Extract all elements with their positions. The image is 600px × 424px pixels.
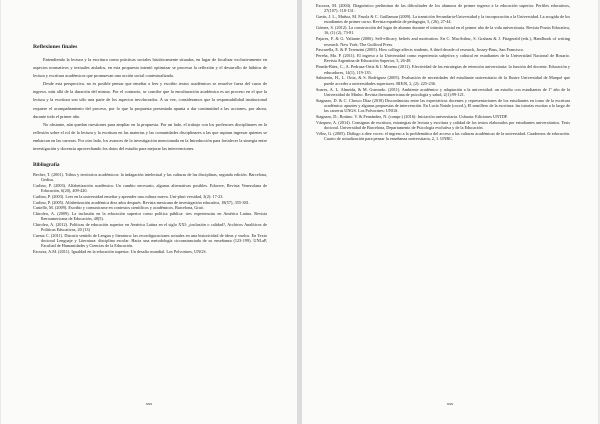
bibliography-list-continued (316, 3, 570, 141)
page-number: xxx (446, 401, 454, 406)
paragraph-3: No obstante, aún quedan cuestiones para ampliar en la propuesta. Por un lado, el trabajo con los profesores disciplinares en la reflexión sobre el rol de la lectura y la escritura en las materias y las comunidades disciplinares a las que aspiran ingresar quienes se embarcan en las carreras. Por otro lado, los avances de la investigación mencionada en la Introducción para fortalecer la sinergia entre investigación y docencia aprovechando los datos del estudio para mejorar las intervenciones. (33, 121, 267, 152)
reference-item: Carlino, P. (2003). Alfabetización académica: Un cambio necesario, algunas alternativas posibles. Educere, Revista Venezolana de Educación, 6(20), 409-420. (33, 183, 267, 194)
reference-item: Chiroleu, A. (2012). Políticas de educación superior en América Latina en el siglo XXI: ¿inclusión o calidad?, Archivos Analíticos de Políticas Educativas, 20 (13) (33, 222, 267, 233)
reference-item: Pajares, F. & G. Valiante (2006). Self-efficacy beliefs and motivation. En C. MacArthur, S. Graham & J. Fitzgerald (eds.), Handbook of writing research. New York: The Guilford Press. (316, 36, 570, 47)
reference-item: Gómez, S. (2012). La construcción del lugar de alumno durante el tránsito inicial en el primer año de la vida universitaria. Revista Praxis Educativa, 16, (1) (2), 73-81. (316, 25, 570, 36)
reference-item: Pereña, Ma. P. (2011). El ingreso a la Universidad como experiencia subjetiva y cultural en estudiantes de la Universidad Nacional de Rosario. Revista Argentina de Educación Superior, 3, 26-48. (316, 53, 570, 64)
reference-item: Pineda-Báez, C., A. Pedraza-Ortiz & I. Moreno (2011). Efectividad de las estrategias de retención universitaria: la función del docente. Educación y educadores, 14(1), 119-135. (316, 64, 570, 75)
left-page-content (33, 44, 267, 255)
paragraph-1: Entendiendo la lectura y la escritura como prácticas sociales históricamente situadas, en lugar de focalizar exclusivamente en aspectos normativos y textuales aislados, en esta propuesta intentó optimizar se procesar la reflexión y el desarrollo de hábitos de lectura y escritura académicos que promuevan una acción social contextualizada. (33, 57, 267, 79)
reference-item: Stagnaro, D.; Bottino. V. & Fernández, N. (compr.) (2016): Iniciación universitaria. Ushuaia: Ediciones UNTDF. (316, 113, 508, 119)
bibliography-heading: Bibliografía (33, 162, 60, 169)
reference-item: Stagnaro, D. & C. Chosco Díaz (2018) Discordancias entre las expectativas docentes y representaciones de los estudiantes en torno de la escritura académica: apuntes y algunas propuestas de intervención. En Lucía Natale (coord.), El semillero de la escritura: las tutorías escritas a lo largo de las carreras UNGS. Los Polvorines: UNGS. (316, 97, 570, 114)
reference-item: Castelló, M. (2009). Escribir y comunicarse en contextos científicos y académicos. Barcelona, Graó. (33, 205, 204, 211)
reference-item: Vélez, G. (2005). Diálogo a diez voces: el ingreso a la problemática del acceso a las culturas académicas de la universidad. Cuadernos de educación. Cuarto de actualización para pensar la enseñanza universitaria, 2, 1. UNRC. (316, 130, 570, 142)
reference-item: Pascarella, E. & P. Terenzini (2005). How college affects students. A third decade of research, Jossey-Bass, San Francisco. (316, 47, 525, 53)
page-number: xxx (145, 401, 153, 406)
left-page (1, 0, 297, 424)
reference-item: Ezcurra, A.M. (2011). Igualdad en la educación superior. Un desafío mundial. Los Polvorines, UNGS. (33, 248, 207, 254)
reference-item: Gavín, J. L., Muñoz, M. Fasola & C. Guillamon (2009). La transición Secundaria-Universidad y la incorporación a la Universidad. La acogida de los estudiantes de primer curso. Revista española de pedagogía, 5, (26), 27-44. (316, 14, 570, 25)
reference-item: Soares, A. L. Almeida, & M. Guerardo. (2011). Ambiente académico y adaptación a la universidad: un estudio con estudiantes de 1º año de la Universidad do Minho. Revista iberoamericana de psicología y salud, 2(1):99-121. (316, 86, 570, 97)
section-heading: Reflexiones finales (33, 44, 78, 50)
reference-item: Carlino, P. (2005). Alfabetización académica diez años después. Revista mexicana de investigación educativa, 18(57), 355-381. (33, 199, 250, 205)
reference-item: Chiroleu, A. (2009). La inclusión en la educación superior como política pública: tres experiencias en América Latina. Revista Iberoamericana de Educación, 48(5). (33, 211, 267, 222)
reference-item: Cuesta C. (2011). Discutir sentido de Lengua y literatura: las reconfiguraciones actuales en una historicidad de ideas y vuelos. En Texto doctoral Lenguaje y Literatura: disciplina escolar. Hacia una metodología circunstanciada de su enseñanza (123-199). UNLaP, Facultad de Humanidades y Ciencias de la Educación. (33, 232, 267, 249)
reference-item: Salmerón, H., L. Ortiz, & S. Rodríguez (2005). Evaluación de necesidades del estudiante universitario de la Ilustre Universidad de Marqué que puede acceder a universidades superiores. RIE/R, 2, (2): 225-236. (316, 75, 570, 86)
right-page-content (316, 3, 570, 142)
paragraph-2: Desde esta perspectiva, no es posible pensar que enseñar a leer y escribir textos académicos se resuelve fuera del curso de ingreso, más allá de la duración del mismo. Por el contrario, se concibe que la enculturación académica es un proceso en el que la lectura y la escritura son sólo una parte de los aspectos involucrados. A su vez, consideramos que la responsabilidad institucional requiere el acompañamiento del proceso, por lo que la propuesta presentada apunta a dar continuidad a las acciones, por ahora, durante todo el primer año. (33, 81, 267, 119)
reference-item: Vázquez, A. (2014). Consignas de escritura, estrategias de lectura y escritura y calidad de los textos elaborados por estudiantes universitarios. Tesis doctoral. Universidad de Barcelona, Departamento de Psicología evolutiva y de la Educación. (316, 119, 570, 131)
reference-item: Carlino, P. (2003). Leer en la universidad enseñar y aprender una cultura nueva. Uni-pluri versidad, 3(2): 17-23. (33, 193, 224, 199)
reference-item: Becher, T. (2001). Tribus y territorios académicos: la indagación intelectual y las culturas de las disciplinas, segunda edición. Barcelona, Gedisa. (33, 172, 267, 183)
reference-item: Ezcurra, M. (2004). Diagnóstico preliminar de las dificultades de los alumnos de primer ingreso a la educación superior. Perfiles educativos, 27(107): 118-131. (316, 3, 570, 14)
bibliography-list (33, 172, 267, 254)
right-page (302, 0, 598, 424)
